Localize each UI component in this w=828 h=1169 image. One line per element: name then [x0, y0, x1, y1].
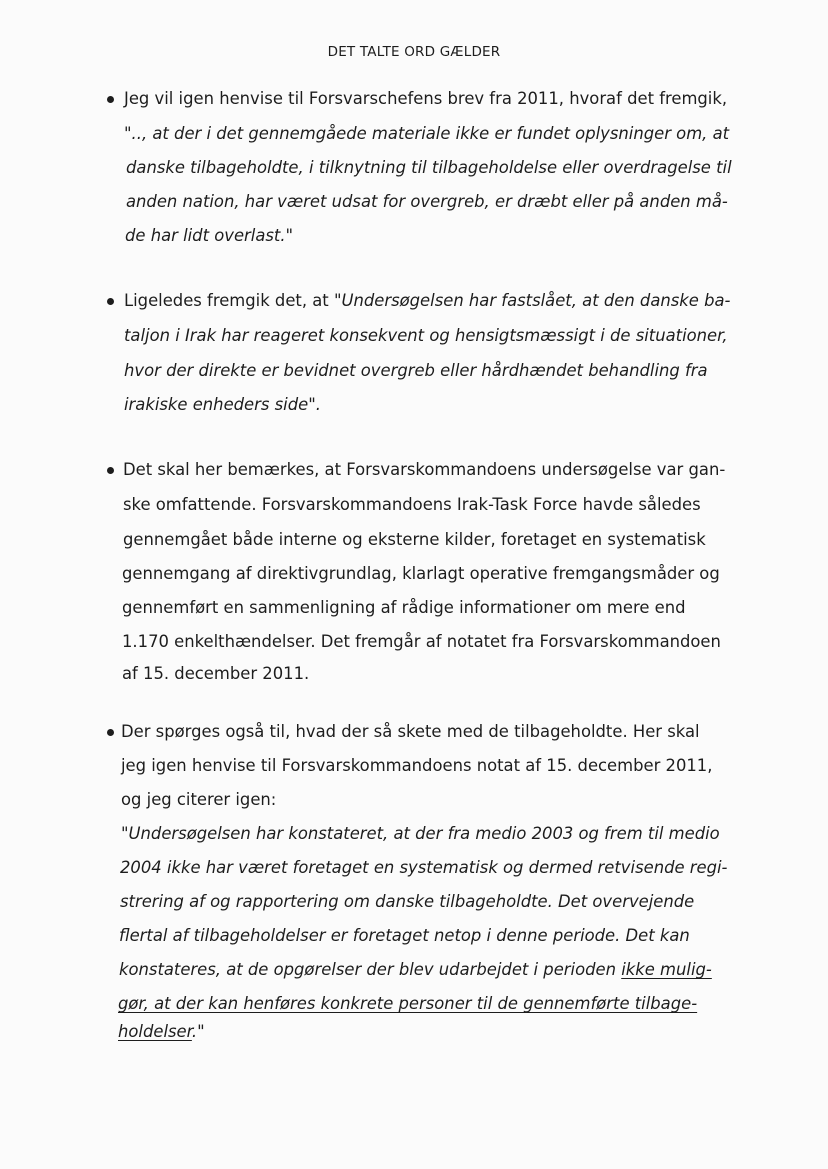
- quote-line: [118, 1022, 205, 1042]
- text-line: af 15. december 2011.: [122, 664, 310, 683]
- quote-segment: "Undersøgelsen har fastslået, at den danske ba-: [333, 291, 731, 310]
- text-line: og jeg citerer igen:: [121, 790, 277, 809]
- quote-line: [119, 960, 712, 980]
- bullet-dot: [107, 729, 114, 736]
- text-segment: Ligeledes fremgik det, at: [124, 291, 334, 310]
- text-line: gennemført en sammenligning af rådige informationer om mere end: [122, 598, 686, 617]
- text-line: jeg igen henvise til Forsvarskommandoens notat af 15. december 2011,: [121, 756, 713, 775]
- quote-line: "Undersøgelsen har konstateret, at der fra medio 2003 og frem til medio: [121, 824, 720, 843]
- quote-line: danske tilbageholdte, i tilknytning til tilbageholdelse eller overdragelse til: [126, 158, 732, 177]
- quote-line: taljon i Irak har reageret konsekvent og hensigtsmæssigt i de situationer,: [124, 326, 728, 345]
- quote-line: irakiske enheders side".: [124, 395, 321, 414]
- text-line: Jeg vil igen henvise til Forsvarschefens brev fra 2011, hvoraf det fremgik,: [124, 89, 728, 108]
- text-line: Der spørges også til, hvad der så skete med de tilbageholdte. Her skal: [121, 722, 700, 741]
- underlined-quote-line: gør, at der kan henføres konkrete personer til de gennemførte tilbage-: [118, 994, 698, 1013]
- text-line: [124, 291, 730, 311]
- quote-segment: konstateres, at de opgørelser der blev udarbejdet i perioden: [119, 960, 622, 979]
- bullet-dot: [107, 298, 114, 305]
- page-header: DET TALTE ORD GÆLDER: [327, 44, 501, 60]
- text-line: gennemgået både interne og eksterne kilder, foretaget en systematisk: [123, 530, 706, 549]
- quote-line: strering af og rapportering om danske tilbageholdte. Det overvejende: [120, 892, 695, 911]
- quote-line: flertal af tilbageholdelser er foretaget netop i denne periode. Det kan: [119, 926, 690, 945]
- quote-line: ".., at der i det gennemgåede materiale ikke er fundet oplysninger om, at: [124, 124, 730, 143]
- text-line: Det skal her bemærkes, at Forsvarskommandoens undersøgelse var gan-: [123, 460, 726, 479]
- text-line: gennemgang af direktivgrundlag, klarlagt operative fremgangsmåder og: [122, 564, 720, 583]
- quote-line: hvor der direkte er bevidnet overgreb eller hårdhændet behandling fra: [124, 361, 708, 380]
- quote-line: 2004 ikke har været foretaget en systematisk og dermed retvisende regi-: [120, 858, 728, 877]
- text-line: ske omfattende. Forsvarskommandoens Irak-Task Force havde således: [123, 495, 701, 514]
- bullet-dot: [107, 467, 114, 474]
- quote-line: de har lidt overlast.": [125, 226, 294, 245]
- quote-line: anden nation, har været udsat for overgreb, er dræbt eller på anden må-: [126, 192, 728, 211]
- underlined-segment: ikke mulig-: [621, 960, 712, 979]
- text-line: 1.170 enkelthændelser. Det fremgår af notatet fra Forsvarskommandoen: [122, 632, 721, 651]
- quote-segment: .": [191, 1022, 205, 1041]
- underlined-segment: holdelser: [118, 1022, 192, 1041]
- bullet-dot: [107, 96, 114, 103]
